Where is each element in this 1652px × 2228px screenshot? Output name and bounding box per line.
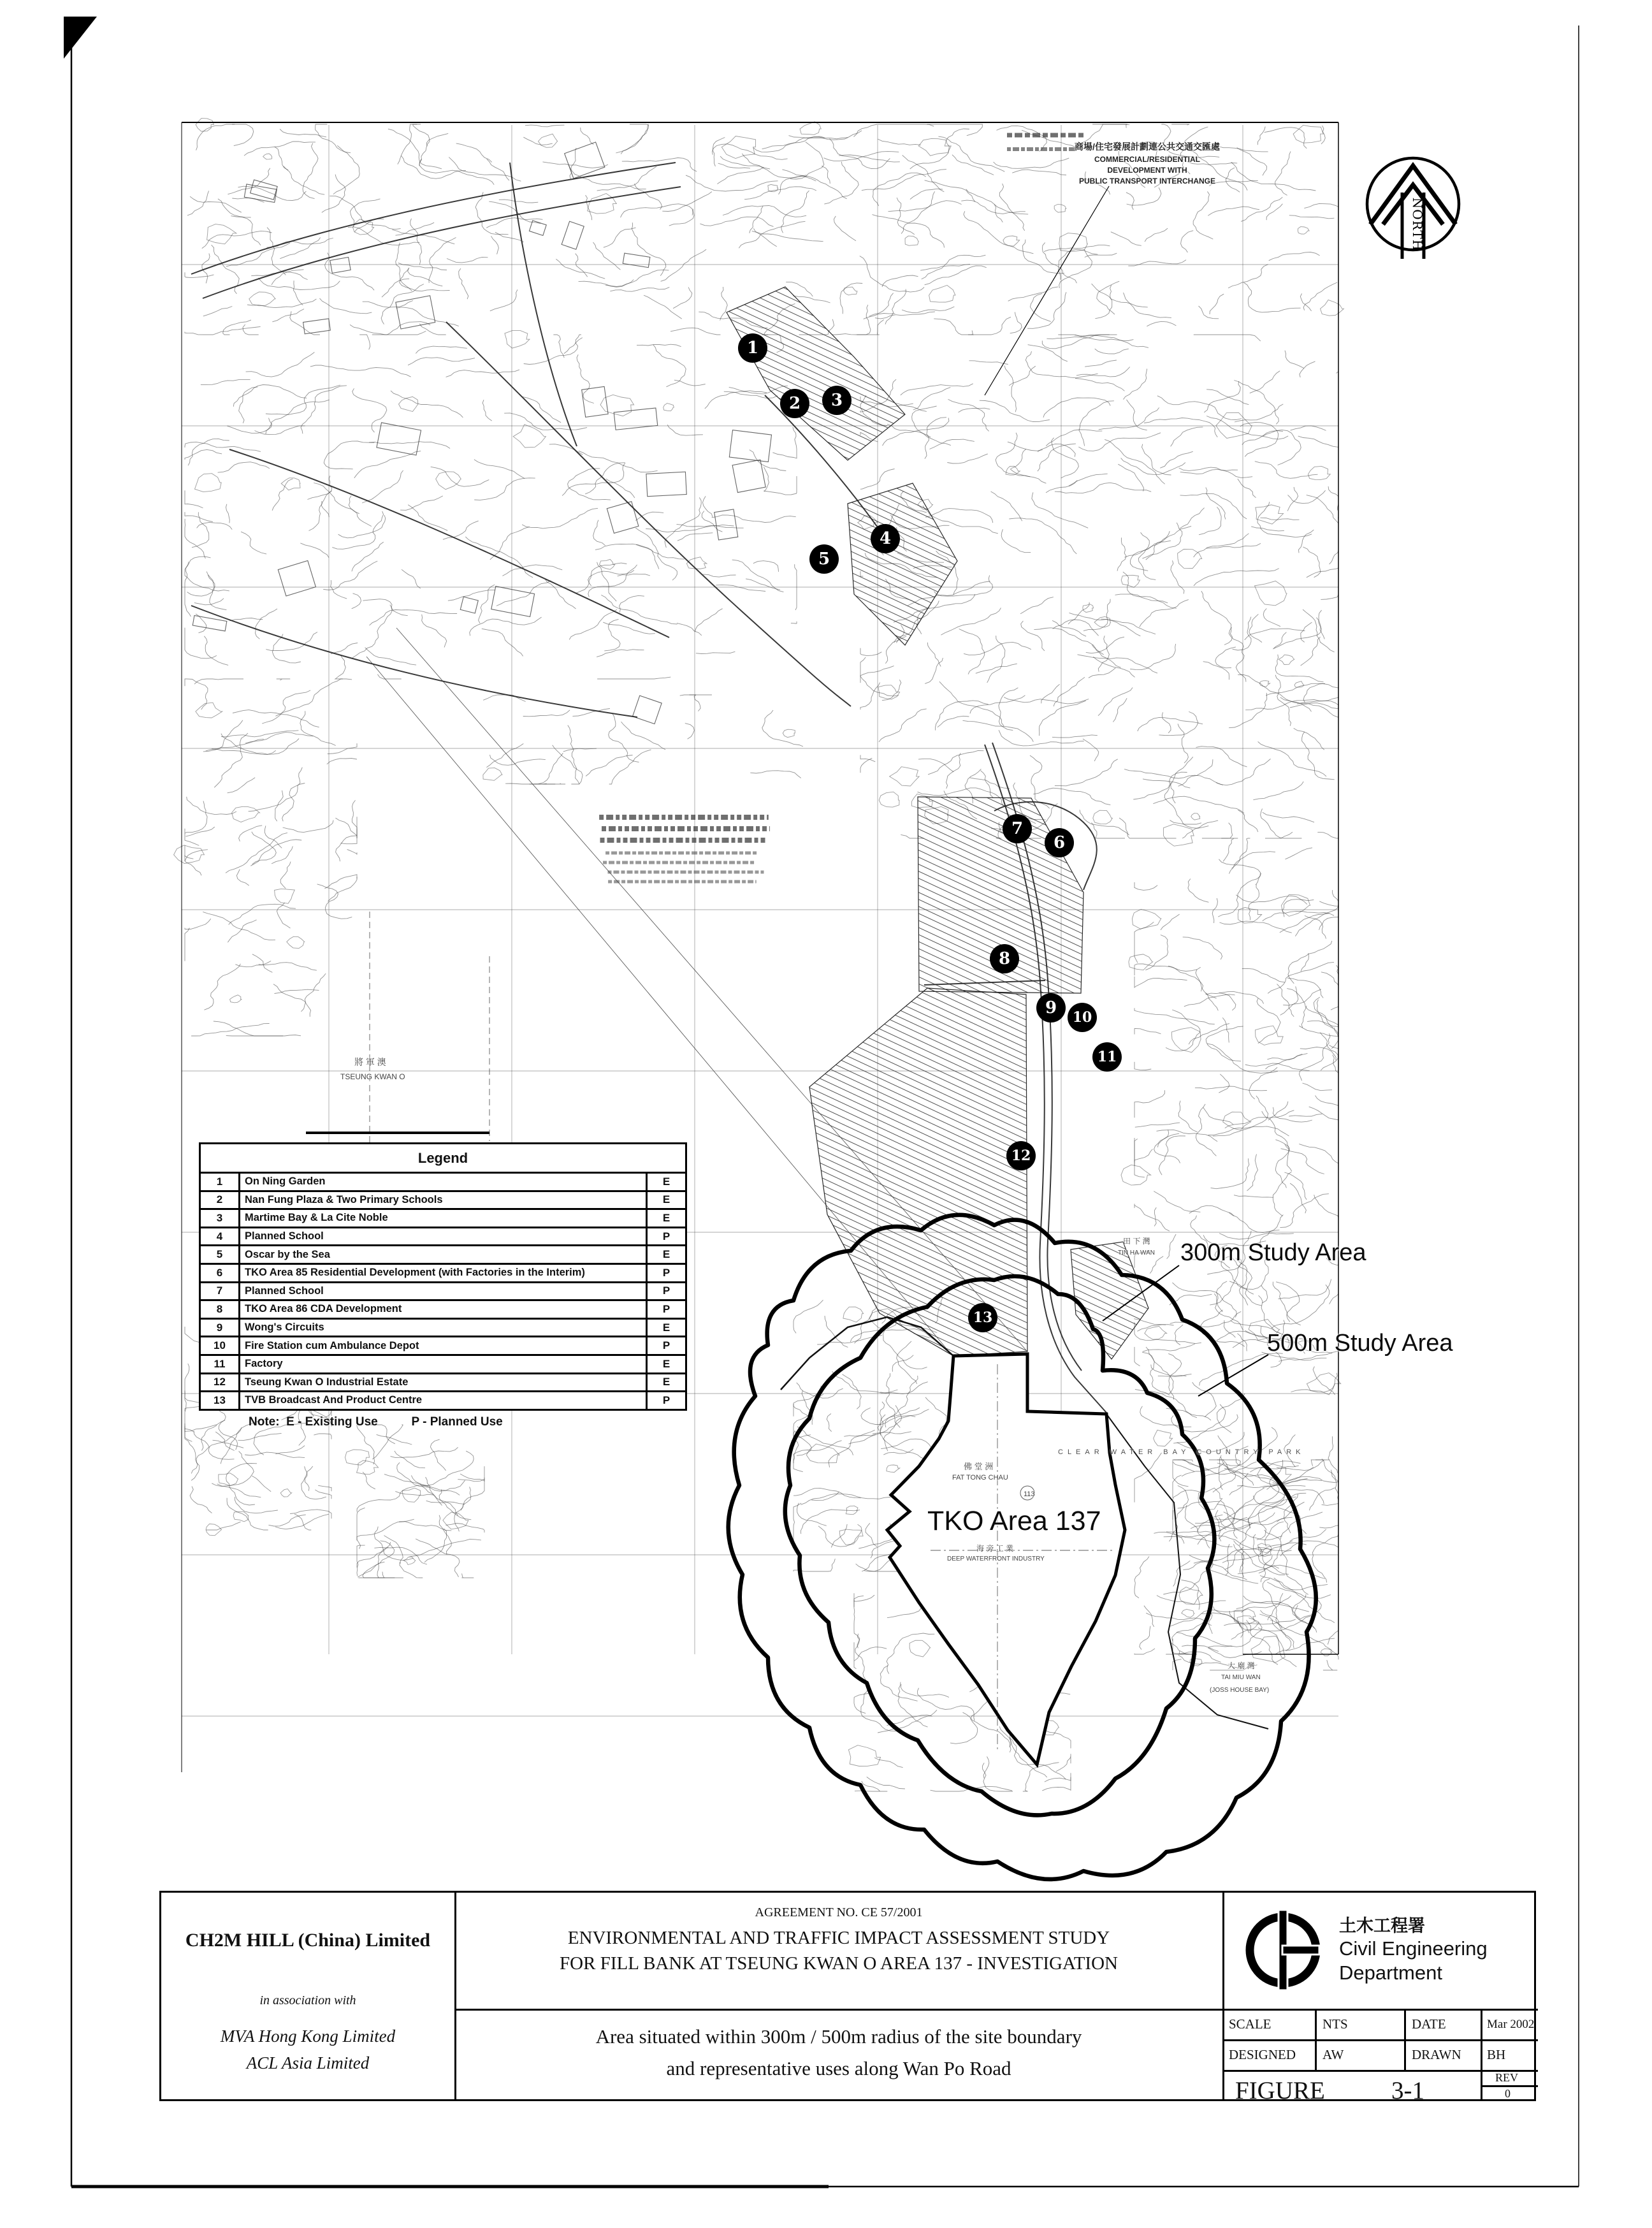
dept-name-en1: Civil Engineering	[1339, 1937, 1488, 1960]
study-title-line1: ENVIRONMENTAL AND TRAFFIC IMPACT ASSESSMENT STUDY	[567, 1928, 1110, 1948]
association-note: in association with	[259, 1993, 356, 2007]
legend-row-use: P	[646, 1228, 685, 1245]
legend-note: Note: E - Existing Use P - Planned Use	[249, 1415, 503, 1429]
map-label: CLEAR WATER BAY COUNTRY PARK	[1058, 1448, 1305, 1456]
legend-row-use: E	[646, 1246, 685, 1263]
legend-row-number: 6	[201, 1265, 240, 1281]
legend-row-number: 12	[201, 1374, 240, 1391]
legend-row	[201, 1337, 685, 1356]
legend-row-name: Wong's Circuits	[245, 1322, 324, 1334]
ced-logo	[1242, 1909, 1324, 1991]
legend-row-use: E	[646, 1192, 685, 1209]
dept-name-en2: Department	[1339, 1962, 1442, 1984]
legend-row-name: Fire Station cum Ambulance Depot	[245, 1339, 419, 1351]
legend-row	[201, 1210, 685, 1228]
map-label: 113	[1024, 1490, 1035, 1498]
legend-row-number: 9	[201, 1320, 240, 1336]
figure-caption-line1: Area situated within 300m / 500m radius of the site boundary	[595, 2025, 1082, 2048]
associate-1: MVA Hong Kong Limited	[220, 2027, 396, 2046]
map-label: 300m Study Area	[1180, 1239, 1366, 1266]
map-label: COMMERCIAL/RESIDENTIAL	[1094, 155, 1200, 164]
legend-row	[201, 1228, 685, 1247]
legend-row-use: P	[646, 1265, 685, 1281]
legend-row-name: TKO Area 85 Residential Development (with Factories in the Interim)	[245, 1267, 585, 1279]
legend-row	[201, 1174, 685, 1192]
map-label: 大 廟 灣	[1228, 1661, 1255, 1670]
legend-row-name: Planned School	[245, 1230, 324, 1242]
map-label: DEVELOPMENT WITH	[1107, 166, 1187, 175]
legend-row-number: 2	[201, 1192, 240, 1209]
legend-row	[201, 1374, 685, 1393]
date-value: Mar 2002	[1487, 2018, 1535, 2031]
legend-row-use: E	[646, 1174, 685, 1190]
legend-row	[201, 1192, 685, 1211]
map-label: 商場/住宅發展計劃連公共交通交匯處	[1075, 142, 1220, 152]
map-label: TSEUNG KWAN O	[340, 1072, 405, 1081]
map-marker-8: 8	[990, 944, 1019, 973]
legend-row-name: Martime Bay & La Cite Noble	[245, 1212, 388, 1224]
legend-row-name: Factory	[245, 1358, 283, 1370]
legend-row-number: 13	[201, 1392, 240, 1409]
map-marker-4: 4	[871, 524, 900, 553]
map-label: 將 軍 澳	[354, 1057, 386, 1067]
legend-row-name: Oscar by the Sea	[245, 1248, 330, 1260]
legend-row-name: Planned School	[245, 1285, 324, 1297]
map-label: 佛 堂 洲	[964, 1462, 994, 1471]
map-marker-3: 3	[822, 386, 851, 415]
legend-row-use: E	[646, 1320, 685, 1336]
legend-row	[201, 1265, 685, 1283]
legend-row-name: Nan Fung Plaza & Two Primary Schools	[245, 1193, 443, 1205]
legend-row-number: 1	[201, 1174, 240, 1190]
date-label: DATE	[1412, 2016, 1446, 2032]
map-marker-7: 7	[1003, 814, 1032, 843]
map-marker-10: 10	[1068, 1003, 1097, 1032]
drawn-label: DRAWN	[1412, 2047, 1461, 2062]
legend-row-name: On Ning Garden	[245, 1176, 326, 1188]
legend-row	[201, 1301, 685, 1320]
map-marker-11: 11	[1092, 1042, 1122, 1072]
legend-row-name: TKO Area 86 CDA Development	[245, 1303, 402, 1315]
scale-label: SCALE	[1229, 2016, 1272, 2032]
legend-row-use: P	[646, 1283, 685, 1300]
rev-label: REV	[1495, 2071, 1518, 2084]
legend-row-number: 4	[201, 1228, 240, 1245]
map-marker-1: 1	[738, 333, 767, 363]
map-marker-13: 13	[968, 1303, 997, 1332]
legend-title: Legend	[201, 1144, 685, 1174]
title-block	[159, 1891, 1536, 2104]
legend-row-use: E	[646, 1374, 685, 1391]
legend-row-use: E	[646, 1356, 685, 1372]
legend-row	[201, 1246, 685, 1265]
legend-row-name: TVB Broadcast And Product Centre	[245, 1394, 423, 1406]
map-marker-5: 5	[809, 544, 839, 574]
drawn-value: BH	[1487, 2047, 1506, 2062]
map-label: 海 旁 工 業	[976, 1544, 1014, 1553]
figure-label: FIGURE	[1235, 2077, 1325, 2104]
map-label: TAI MIU WAN	[1221, 1674, 1261, 1681]
dept-name-zh: 土木工程署	[1339, 1916, 1425, 1935]
legend-row	[201, 1356, 685, 1374]
designed-value: AW	[1322, 2047, 1344, 2062]
legend-row-number: 5	[201, 1246, 240, 1263]
legend-table	[199, 1142, 687, 1411]
figure-caption-line2: and representative uses along Wan Po Road	[666, 2057, 1011, 2079]
map-marker-9: 9	[1036, 993, 1066, 1023]
agreement-no: AGREEMENT NO. CE 57/2001	[755, 1905, 923, 1919]
legend-row	[201, 1283, 685, 1302]
map-marker-2: 2	[780, 389, 809, 418]
legend-row-number: 8	[201, 1301, 240, 1318]
legend-row-number: 11	[201, 1356, 240, 1372]
legend-row-use: P	[646, 1337, 685, 1354]
map-label: TKO Area 137	[927, 1506, 1101, 1536]
legend-row-name: Tseung Kwan O Industrial Estate	[245, 1376, 409, 1388]
north-arrow-label: NORTH	[1410, 197, 1425, 252]
study-title-line2: FOR FILL BANK AT TSEUNG KWAN O AREA 137 - INVESTIGATION	[560, 1953, 1118, 1974]
scale-value: NTS	[1322, 2016, 1348, 2032]
legend-row-number: 3	[201, 1210, 240, 1227]
designed-label: DESIGNED	[1229, 2047, 1296, 2062]
map-marker-6: 6	[1045, 828, 1074, 857]
legend-row	[201, 1392, 685, 1409]
map-label: FAT TONG CHAU	[952, 1474, 1008, 1482]
consultant-name: CH2M HILL (China) Limited	[185, 1930, 431, 1951]
legend-row	[201, 1320, 685, 1338]
legend-row-number: 10	[201, 1337, 240, 1354]
figure-number: 3-1	[1391, 2077, 1424, 2104]
map-label: 500m Study Area	[1267, 1330, 1453, 1357]
map-label: (JOSS HOUSE BAY)	[1210, 1687, 1270, 1694]
map-label: TIN HA WAN	[1118, 1249, 1155, 1256]
map-label: 田 下 灣	[1123, 1237, 1150, 1246]
legend-row-use: E	[646, 1210, 685, 1227]
map-marker-12: 12	[1006, 1141, 1036, 1170]
legend-row-use: P	[646, 1392, 685, 1409]
legend-row-use: P	[646, 1301, 685, 1318]
associate-2: ACL Asia Limited	[246, 2053, 370, 2072]
scan-mark	[64, 17, 97, 59]
legend-row-number: 7	[201, 1283, 240, 1300]
map-label: DEEP WATERFRONT INDUSTRY	[947, 1555, 1045, 1562]
map-label: PUBLIC TRANSPORT INTERCHANGE	[1078, 177, 1216, 186]
rev-value: 0	[1505, 2087, 1511, 2100]
